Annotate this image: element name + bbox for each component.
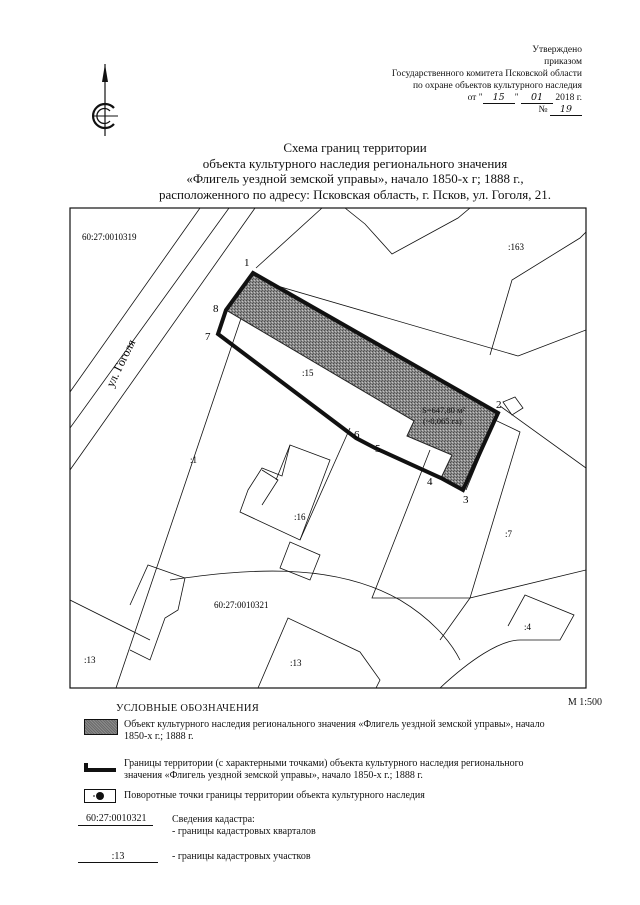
approval-day: 15	[483, 92, 515, 104]
street-label: ул. Гоголя	[103, 337, 139, 390]
point-4: 4	[427, 476, 433, 488]
building-163	[298, 208, 470, 254]
parcel-4-curve	[440, 640, 520, 688]
approval-order: приказом	[544, 57, 582, 67]
building-16	[240, 445, 330, 540]
parcel-16-label: :16	[294, 512, 306, 522]
parcel-13-label-west: :13	[84, 655, 96, 665]
legend-item-parcels: - границы кадастровых участков	[172, 851, 311, 862]
legend-item-quarters: Сведения кадастра: - границы кадастровых кварталов	[172, 814, 316, 837]
parcel-13-west	[70, 600, 150, 640]
title-line-4: расположенного по адресу: Псковская область, г. Псков, ул. Гоголя, 21.	[158, 186, 552, 202]
approval-title: Утверждено	[532, 45, 582, 55]
parcel-boundary-south	[170, 571, 460, 660]
parcel-1-boundary	[300, 428, 350, 540]
point-7: 7	[205, 331, 211, 343]
map-frame	[70, 208, 586, 688]
point-6: 6	[354, 429, 360, 441]
legend-object-swatch	[84, 719, 118, 735]
parcel-7-label: :7	[505, 529, 513, 539]
approval-date: от " 15 " 01 2018 г.	[467, 92, 582, 103]
legend-quarter-code: 60:27:0010321	[78, 813, 153, 826]
street-edge-right	[116, 274, 256, 688]
building-13	[258, 618, 380, 688]
parcel-15-label: :15	[302, 368, 314, 378]
point-3: 3	[463, 494, 469, 506]
parcel-1-label: :1	[190, 455, 198, 465]
area-label-ha: (~0,065 га)	[423, 416, 462, 426]
area-label: S=647,80 м²	[422, 405, 465, 415]
point-1: 1	[244, 257, 250, 269]
approval-number-value: 19	[550, 104, 582, 116]
map-scale: М 1:500	[567, 697, 602, 708]
approval-committee-2: по охране объектов культурного наследия	[412, 81, 582, 91]
small-structure-2	[503, 397, 523, 415]
heritage-object-fill	[226, 273, 498, 490]
parcel-7-boundary	[440, 570, 586, 640]
quarter-label-top: 60:27:0010319	[82, 232, 137, 242]
approval-committee: Государственного комитета Псковской области	[391, 69, 582, 79]
building-16-inner	[262, 445, 290, 505]
legend-item-object: Объект культурного наследия регионального значения «Флигель уездной земской управы», начало 1850-х г.; 1888 г.	[124, 719, 545, 742]
legend-point-swatch	[84, 789, 116, 803]
point-2: 2	[496, 399, 502, 411]
point-5: 5	[375, 443, 381, 455]
approval-month: 01	[521, 92, 553, 104]
legend-item-points: Поворотные точки границы территории объекта культурного наследия	[124, 790, 425, 801]
point-8: 8	[213, 303, 219, 315]
approval-year: 2018 г.	[555, 93, 582, 103]
parcel-boundary-east	[518, 330, 586, 356]
title-line-1: Схема границ территории	[283, 140, 427, 155]
parcel-163-label: :163	[508, 242, 525, 252]
approval-number: № 19	[392, 104, 582, 116]
legend-boundary-swatch	[84, 761, 116, 773]
building-163-east	[490, 232, 586, 355]
title-line-2: объекта культурного наследия регионального значения	[202, 155, 508, 171]
quarter-label-bottom: 60:27:0010321	[214, 600, 269, 610]
building-16-annex	[280, 542, 320, 580]
parcel-boundary-2	[500, 406, 586, 468]
parcel-4-label: :4	[524, 622, 532, 632]
title-line-3: «Флигель уездной земской управы», начало 1850-х г; 1888 г.,	[186, 171, 524, 186]
parcel-13-label-south: :13	[290, 658, 302, 668]
building-4	[508, 595, 574, 640]
legend-item-boundary: Границы территории (с характерными точками) объекта культурного наследия регионального значения «Флигель уездной земской управы», начало 1850-х г.; 1888 г.	[124, 758, 524, 781]
legend-title: УСЛОВНЫЕ ОБОЗНАЧЕНИЯ	[116, 703, 260, 714]
legend-parcel-code: :13	[78, 851, 158, 863]
